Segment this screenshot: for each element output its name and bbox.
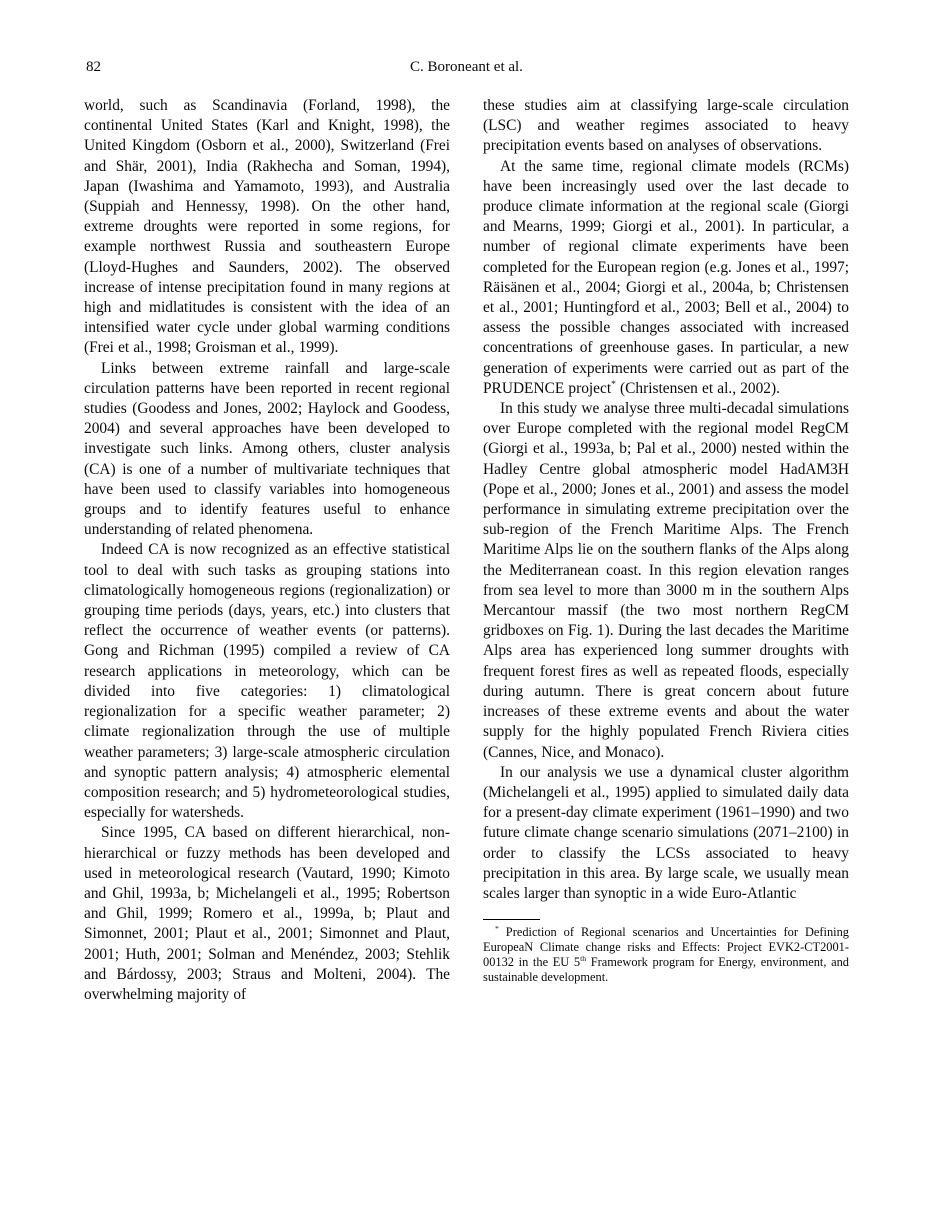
paragraph: Indeed CA is now recognized as an effective statistical tool to deal with such tasks as grouping stations into climatologically homogeneous regions (regionalization) or grouping time periods (days, years, etc.) into clusters that reflect the occurrence of weather events (or patterns). Gong and Richman (1995) compiled a review of CA research applications in meteorology, which can be divided into five categories: 1) climatological regionalization for a specific weather parameter; 2) climate regionalization through the use of multiple weather parameters; 3) large-scale atmospheric circulation and synoptic pattern analysis; 4) atmospheric elemental composition research; and 5) hydrometeorological studies, especially for watersheds. [84, 541, 450, 822]
left-column [84, 96, 450, 1005]
paragraph: world, such as Scandinavia (Forland, 1998), the continental United States (Karl and Knight, 1998), the United Kingdom (Osborn et al., 2000), Switzerland (Frei and Shär, 2001), India (Rakhecha and Soman, 1994), Japan (Iwashima and Yamamoto, 1993), and Australia (Suppiah and Hennessy, 1998). On the other hand, extreme droughts were reported in some regions, for example northwest Russia and southeastern Europe (Lloyd-Hughes and Saunders, 2002). The observed increase of intense precipitation found in many regions at high and midlatitudes is consistent with the idea of an intensified water cycle under global warming conditions (Frei et al., 1998; Groisman et al., 1999). [84, 97, 450, 357]
text-columns [84, 96, 849, 1005]
paragraph: Since 1995, CA based on different hierarchical, non-hierarchical or fuzzy methods has been developed and used in meteorological research (Vautard, 1990; Kimoto and Ghil, 1993a, b; Michelangeli et al., 1995; Robertson and Ghil, 1999; Romero et al., 1999a, b; Plaut and Simonnet, 2001; Plaut et al., 2001; Simonnet and Plaut, 2001; Huth, 2001; Solman and Menéndez, 2003; Stehlik and Bárdossy, 2003; Straus and Molteni, 2004). The overwhelming majority of [84, 824, 450, 1003]
paragraph: Links between extreme rainfall and large-scale circulation patterns have been reported in recent regional studies (Goodess and Jones, 2002; Haylock and Goodess, 2004) and several approaches have been developed to investigate such links. Among others, cluster analysis (CA) is one of a number of multivariate techniques that have been used to classify variables into homogeneous groups and to identify features useful to enhance understanding of related phenomena. [84, 359, 450, 539]
footnote-block [483, 919, 849, 985]
paragraph: In our analysis we use a dynamical cluster algorithm (Michelangeli et al., 1995) applied to simulated daily data for a present-day climate experiment (1961–1990) and two future climate change scenario simulations (2071–2100) in order to classify the LCSs associated to heavy precipitation in this area. By large scale, we usually mean scales larger than synoptic in a wide Euro-Atlantic [483, 763, 849, 902]
page-header [84, 59, 849, 81]
paragraph: In this study we analyse three multi-decadal simulations over Europe completed with the regional model RegCM (Giorgi et al., 1993a, b; Pal et al., 2000) nested within the Hadley Centre global atmospheric model HadAM3H (Pope et al., 2000; Jones et al., 2001) and assess the model performance in simulating extreme precipitation over the sub-region of the French Maritime Alps. The French Maritime Alps lie on the southern flanks of the Alps along the Mediterranean coast. In this region elevation ranges from sea level to more than 3000 m in the southern Alps Mercantour massif (the two most northern RegCM gridboxes on Fig. 1). During the last decades the Maritime Alps area has experienced long summer droughts with frequent forest fires as well as repeated floods, especially during autumn. There is great concern about future increases of these extreme events and about the water supply for the highly populated French Riviera cities (Cannes, Nice, and Monaco). [483, 400, 849, 761]
right-column [483, 96, 849, 1005]
paragraph: At the same time, regional climate models (RCMs) have been increasingly used over the last decade to produce climate information at the regional scale (Giorgi and Mearns, 1999; Giorgi et al., 2001). In particular, a number of regional climate experiments have been completed for the European region (e.g. Jones et al., 1997; Räisänen et al., 2004; Giorgi et al., 2004a, b; Christensen et al., 2001; Huntingford et al., 2003; Bell et al., 2004) to assess the possible changes associated with increased concentrations of greenhouse gases. In particular, a new generation of experiments were carried out as part of the PRUDENCE project* (Christensen et al., 2002). [483, 157, 849, 397]
running-head: C. Boroneant et al. [410, 59, 523, 75]
footnote-text: * Prediction of Regional scenarios and Uncertainties for Defining EuropeaN Climate change risks and Effects: Project EVK2-CT2001-00132 in the EU 5th Framework program for Energy, environment, and sustainable development. [483, 924, 849, 985]
page-number: 82 [86, 59, 101, 75]
footnote-rule [483, 919, 540, 920]
paragraph: these studies aim at classifying large-scale circulation (LSC) and weather regimes associated to heavy precipitation events based on analyses of observations. [483, 97, 849, 155]
